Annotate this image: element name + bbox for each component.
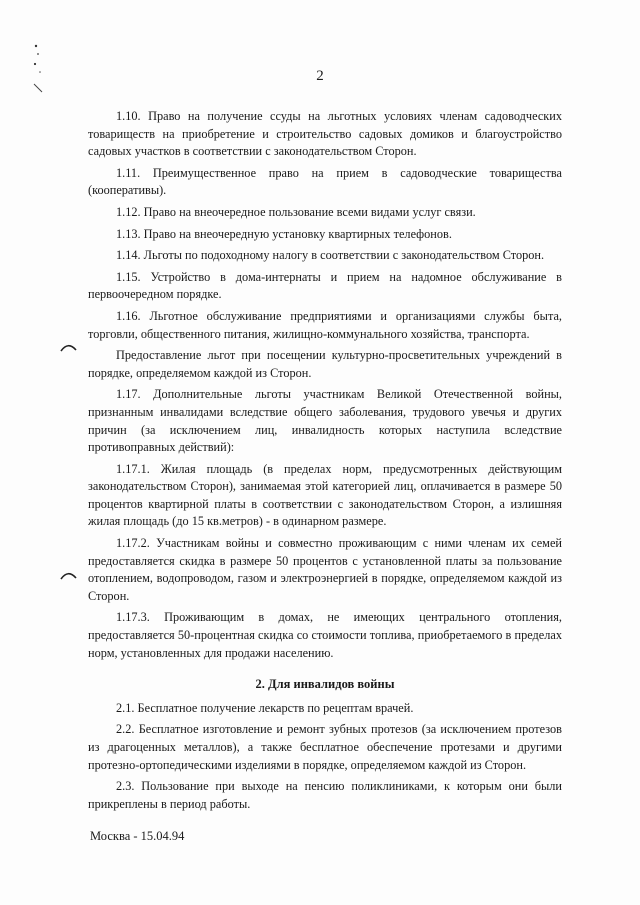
paragraph: Предоставление льгот при посещении культурно-просветительных учреждений в порядке, определяемом каждой из Сторон. [88,348,562,380]
document-footer: Москва - 15.04.94 [90,829,185,843]
paragraph: 2.1. Бесплатное получение лекарств по рецептам врачей. [116,700,414,715]
paragraph: 1.17.2. Участникам войны и совместно проживающим с ними членам их семей предоставляется скидка в размере 50 процентов с установленной платы за пользование отоплением, водопроводом, газом и электроэнергией в порядке, определяемом каждой из Сторон. [88,536,562,603]
paragraph: 1.17.1. Жилая площадь (в пределах норм, предусмотренных действующим законодательством Сторон), занимаемая этой категорией лиц, оплачивается в размере 50 процентов квартирной платы в соответствии с законодательством Сторон, а излишняя жилая площадь (до 15 кв.метров) - в одинарном размере. [88,461,562,529]
paragraph: 1.16. Льготное обслуживание предприятиями и организациями службы быта, торговли, общественного питания, жилищно-коммунального хозяйства, транспорта. [88,308,562,341]
paragraph: 1.11. Преимущественное право на прием в садоводческие товарищества (кооперативы). [88,165,562,198]
margin-mark [60,342,78,352]
paragraph: 1.17.3. Проживающим в домах, не имеющих центрального отопления, предоставляется 50-процентная скидка со стоимости топлива, приобретаемого в пределах норм, установленных для продажи населению. [88,610,562,660]
paragraph: 1.12. Право на внеочередное пользование всеми видами услуг связи. [116,204,476,219]
document-body [88,108,562,817]
paragraph: 1.17. Дополнительные льготы участникам Великой Отечественной войны, признанным инвалидами вследствие общего заболевания, трудового увечья и других причин (за исключением лиц, инвалидность которых наступила вследствие противоправных действий): [88,387,562,455]
paragraph: 2.2. Бесплатное изготовление и ремонт зубных протезов (за исключением протезов из драгоценных металлов), а также бесплатное обеспечение протезами и другими протезно-ортопедическими изделиями в порядке, определяемом каждой из Сторон. [88,722,562,772]
paragraph: 1.14. Льготы по подоходному налогу в соответствии с законодательством Сторон. [116,248,545,263]
margin-mark [60,570,78,580]
page-number: 2 [316,68,324,84]
paragraph: 1.13. Право на внеочередную установку квартирных телефонов. [116,226,452,241]
paragraph: 2.3. Пользование при выходе на пенсию поликлиниками, к которым они были прикреплены в период работы. [88,779,562,811]
paragraph: 1.15. Устройство в дома-интернаты и прием на надомное обслуживание в первоочередном порядке. [88,269,562,302]
section-heading: 2. Для инвалидов войны [255,677,395,692]
paragraph: 1.10. Право на получение ссуды на льготных условиях членам садоводческих товариществ на приобретение и строительство садовых домиков и благоустройство садовых участков в соответствии с законодательством Сторон. [88,109,562,159]
